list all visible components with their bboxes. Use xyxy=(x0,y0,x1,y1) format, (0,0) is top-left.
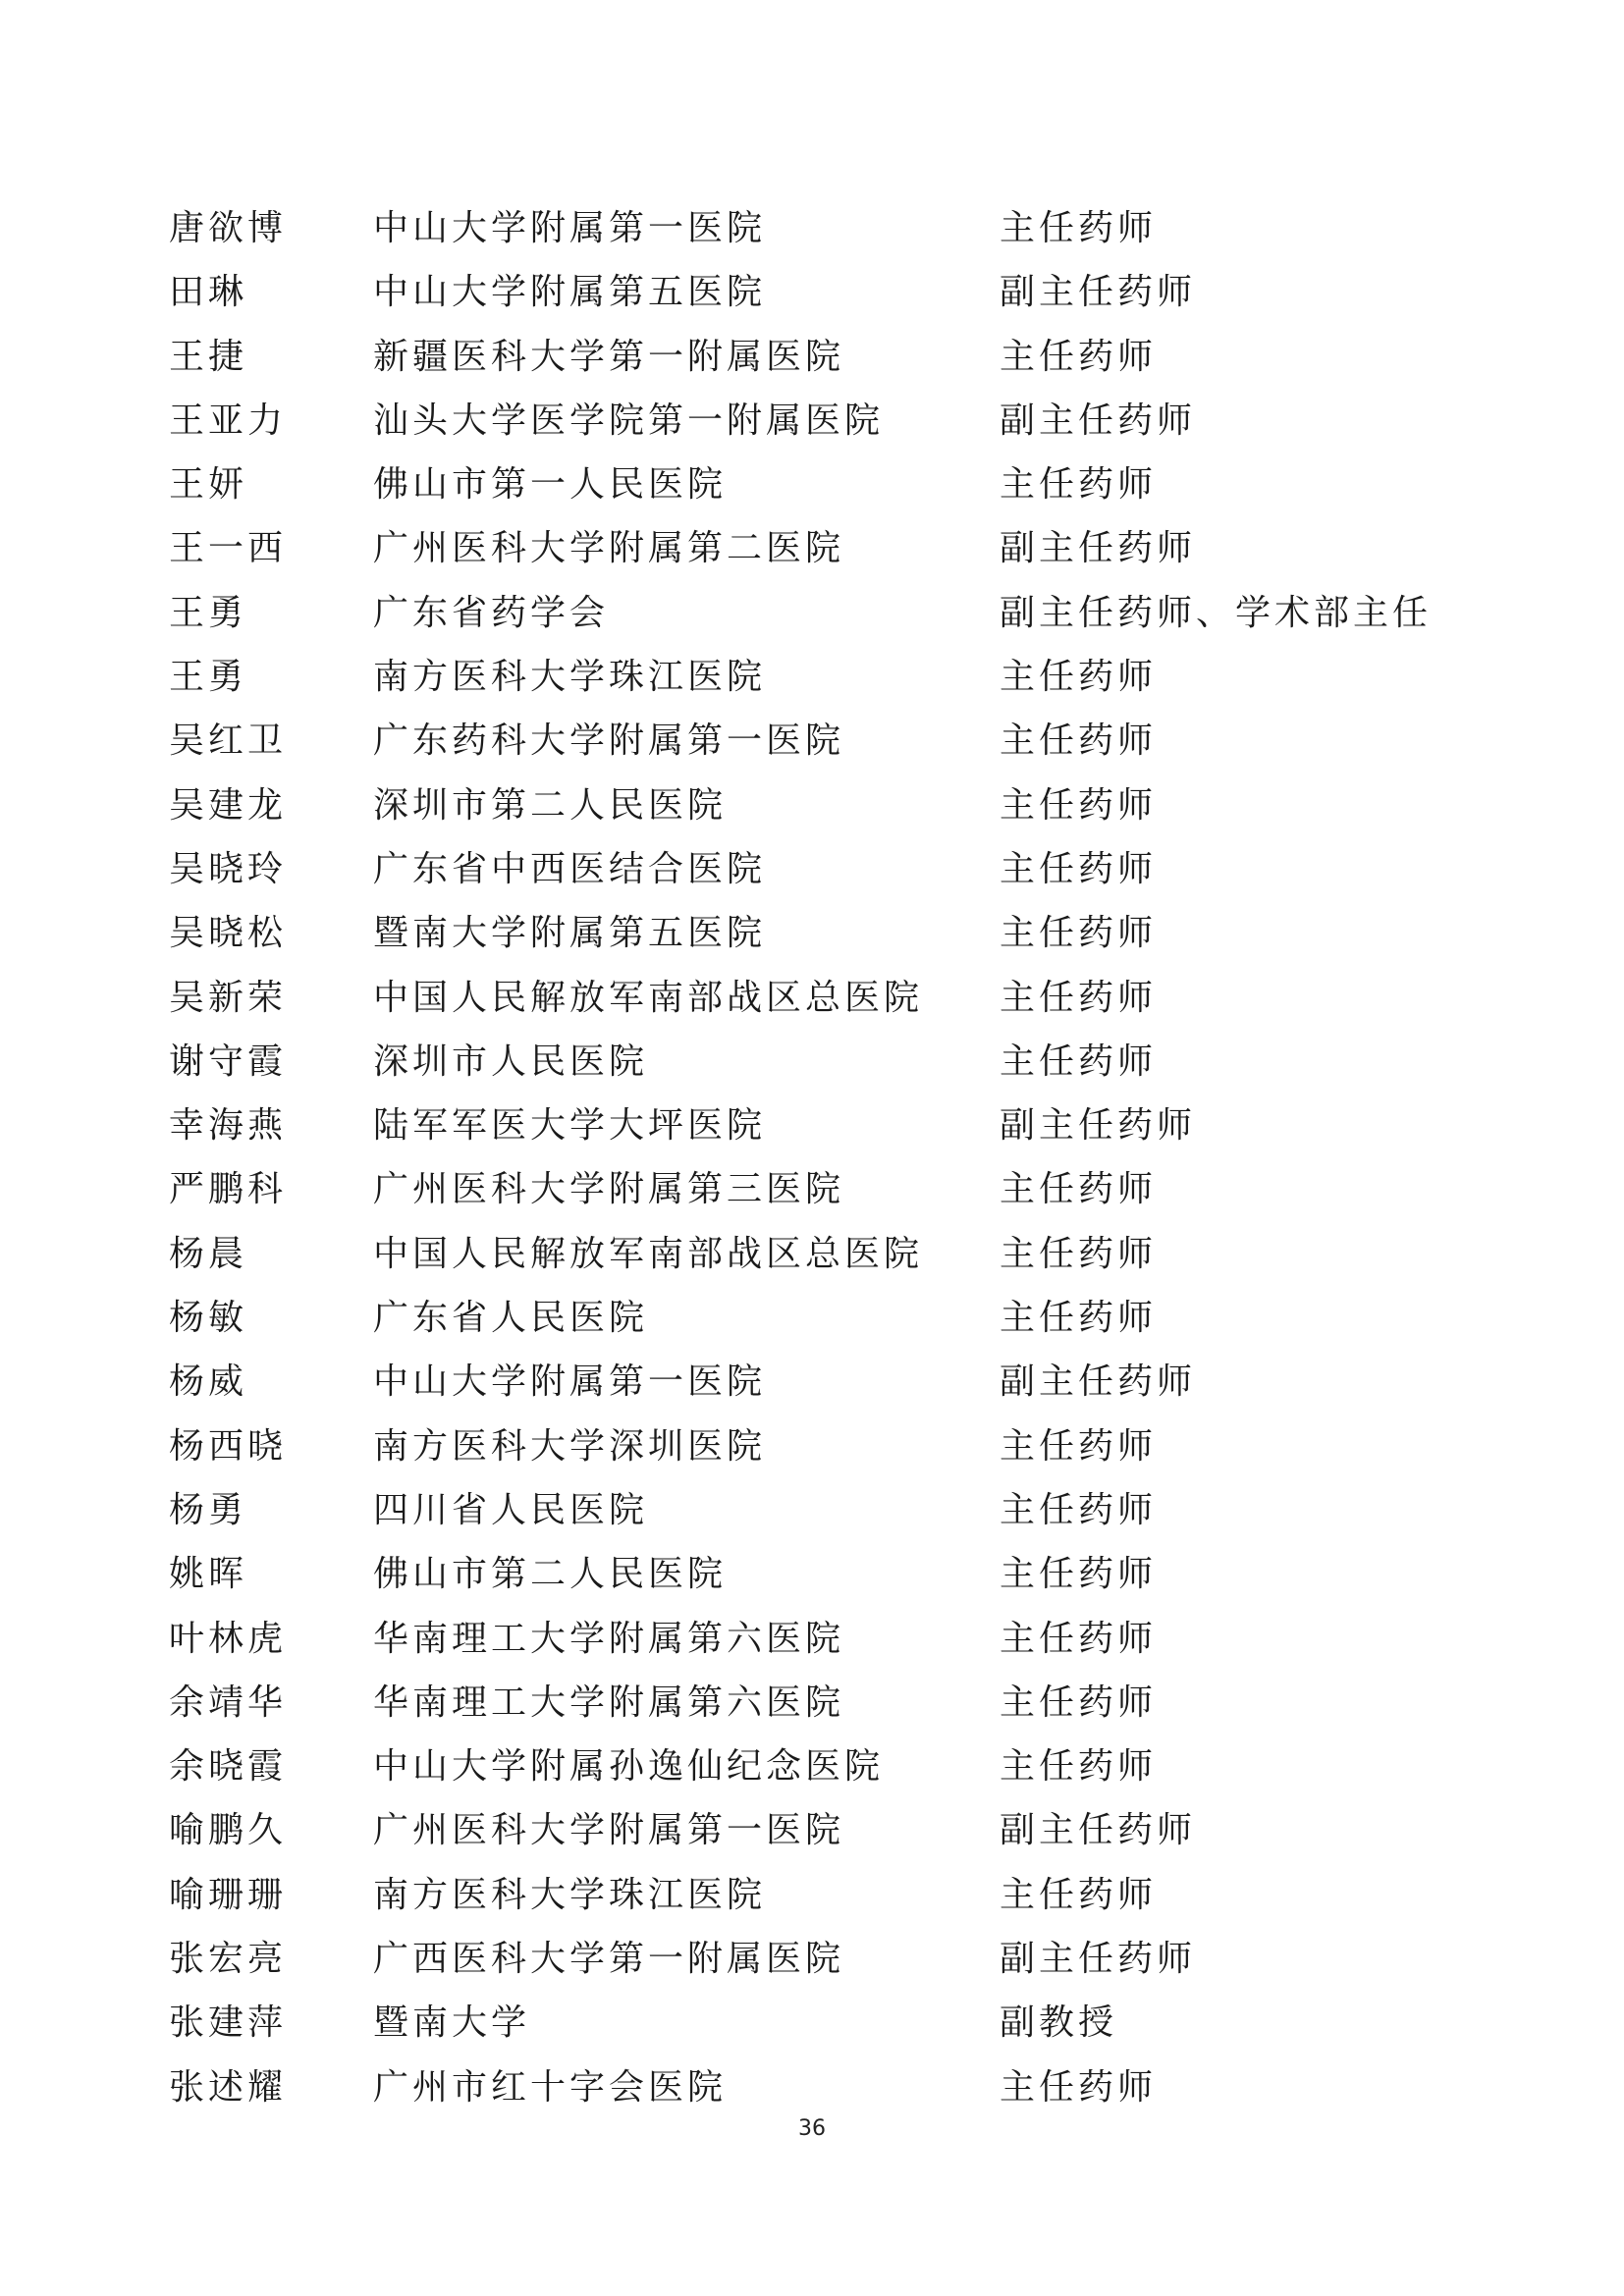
member-organization: 汕头大学医学院第一附属医院 xyxy=(373,400,885,441)
list-item xyxy=(169,1863,1465,1927)
list-item xyxy=(169,516,1465,580)
member-organization: 广东省药学会 xyxy=(373,592,610,633)
list-item xyxy=(169,1671,1465,1735)
member-organization: 华南理工大学附属第六医院 xyxy=(373,1618,845,1659)
member-name: 王勇 xyxy=(169,657,248,698)
member-title: 副主任药师 xyxy=(1000,1105,1197,1147)
list-item xyxy=(169,2056,1465,2119)
member-name: 杨晨 xyxy=(169,1233,248,1274)
list-item xyxy=(169,1030,1465,1094)
member-title: 主任药师 xyxy=(1000,1298,1158,1339)
list-item xyxy=(169,1415,1465,1478)
list-item xyxy=(169,1607,1465,1671)
list-item xyxy=(169,901,1465,965)
member-name: 余靖华 xyxy=(169,1682,288,1723)
member-title: 主任药师 xyxy=(1000,721,1158,762)
member-name: 幸海燕 xyxy=(169,1105,288,1147)
member-title: 主任药师 xyxy=(1000,208,1158,248)
member-organization: 华南理工大学附属第六医院 xyxy=(373,1682,845,1723)
member-name: 严鹏科 xyxy=(169,1169,288,1210)
member-title: 副主任药师 xyxy=(1000,400,1197,441)
member-organization: 佛山市第一人民医院 xyxy=(373,464,728,506)
member-title: 主任药师 xyxy=(1000,784,1158,826)
member-name: 吴新荣 xyxy=(169,977,288,1018)
member-organization: 深圳市人民医院 xyxy=(373,1041,649,1082)
list-item xyxy=(169,1350,1465,1414)
member-name: 吴晓玲 xyxy=(169,848,288,889)
member-title: 主任药师 xyxy=(1000,1233,1158,1274)
member-name: 喻鹏久 xyxy=(169,1810,288,1851)
member-organization: 中山大学附属第一医院 xyxy=(373,208,767,248)
member-title: 主任药师 xyxy=(1000,1425,1158,1467)
member-organization: 广西医科大学第一附属医院 xyxy=(373,1939,845,1980)
member-title: 主任药师 xyxy=(1000,1169,1158,1210)
member-organization: 中山大学附属第五医院 xyxy=(373,272,767,313)
member-title: 副主任药师、学术部主任 xyxy=(1000,592,1433,633)
member-organization: 广东省人民医院 xyxy=(373,1298,649,1339)
list-item xyxy=(169,1991,1465,2055)
member-title: 主任药师 xyxy=(1000,913,1158,954)
member-name: 唐欲博 xyxy=(169,208,288,248)
member-title: 主任药师 xyxy=(1000,1874,1158,1915)
member-title: 主任药师 xyxy=(1000,336,1158,377)
list-item xyxy=(169,453,1465,516)
list-item xyxy=(169,966,1465,1030)
member-name: 杨勇 xyxy=(169,1489,248,1530)
member-organization: 南方医科大学深圳医院 xyxy=(373,1425,767,1467)
member-organization: 暨南大学 xyxy=(373,2002,531,2044)
member-title: 主任药师 xyxy=(1000,1618,1158,1659)
member-title: 主任药师 xyxy=(1000,657,1158,698)
member-name: 张建萍 xyxy=(169,2002,288,2044)
member-name: 谢守霞 xyxy=(169,1041,288,1082)
list-item xyxy=(169,1927,1465,1991)
member-name: 张宏亮 xyxy=(169,1939,288,1980)
member-organization: 广州医科大学附属第二医院 xyxy=(373,528,845,569)
list-item xyxy=(169,1735,1465,1798)
member-organization: 深圳市第二人民医院 xyxy=(373,784,728,826)
list-item xyxy=(169,1798,1465,1862)
member-name: 王一西 xyxy=(169,528,288,569)
page-number: 36 xyxy=(798,2116,826,2141)
member-name: 杨敏 xyxy=(169,1298,248,1339)
member-name: 田琳 xyxy=(169,272,248,313)
member-title: 副主任药师 xyxy=(1000,1939,1197,1980)
member-organization: 新疆医科大学第一附属医院 xyxy=(373,336,845,377)
member-name: 叶林虎 xyxy=(169,1618,288,1659)
member-title: 主任药师 xyxy=(1000,1489,1158,1530)
list-item xyxy=(169,774,1465,837)
member-title: 主任药师 xyxy=(1000,1682,1158,1723)
list-item xyxy=(169,260,1465,324)
member-name: 张述耀 xyxy=(169,2066,288,2108)
member-name: 余晓霞 xyxy=(169,1746,288,1788)
member-name: 姚晖 xyxy=(169,1554,248,1595)
list-item xyxy=(169,1222,1465,1286)
list-item xyxy=(169,581,1465,645)
member-name: 吴红卫 xyxy=(169,721,288,762)
list-item xyxy=(169,1157,1465,1221)
member-organization: 广东省中西医结合医院 xyxy=(373,848,767,889)
member-name: 杨西晓 xyxy=(169,1425,288,1467)
list-item xyxy=(169,325,1465,389)
member-name: 吴晓松 xyxy=(169,913,288,954)
member-organization: 广州医科大学附属第三医院 xyxy=(373,1169,845,1210)
member-organization: 广州医科大学附属第一医院 xyxy=(373,1810,845,1851)
list-item xyxy=(169,196,1465,260)
member-organization: 中国人民解放军南部战区总医院 xyxy=(373,1233,924,1274)
list-item xyxy=(169,1478,1465,1542)
member-list xyxy=(169,196,1465,2119)
list-item xyxy=(169,389,1465,453)
member-organization: 佛山市第二人民医院 xyxy=(373,1554,728,1595)
member-organization: 南方医科大学珠江医院 xyxy=(373,657,767,698)
member-organization: 广东药科大学附属第一医院 xyxy=(373,721,845,762)
member-title: 副主任药师 xyxy=(1000,1362,1197,1403)
list-item xyxy=(169,709,1465,773)
list-item xyxy=(169,1542,1465,1606)
list-item xyxy=(169,837,1465,901)
member-title: 主任药师 xyxy=(1000,464,1158,506)
member-title: 主任药师 xyxy=(1000,1554,1158,1595)
list-item xyxy=(169,645,1465,709)
member-name: 王捷 xyxy=(169,336,248,377)
member-organization: 陆军军医大学大坪医院 xyxy=(373,1105,767,1147)
member-name: 王勇 xyxy=(169,592,248,633)
member-name: 喻珊珊 xyxy=(169,1874,288,1915)
member-title: 主任药师 xyxy=(1000,977,1158,1018)
member-title: 主任药师 xyxy=(1000,1746,1158,1788)
member-title: 副主任药师 xyxy=(1000,528,1197,569)
member-organization: 南方医科大学珠江医院 xyxy=(373,1874,767,1915)
member-title: 主任药师 xyxy=(1000,1041,1158,1082)
member-organization: 中山大学附属孙逸仙纪念医院 xyxy=(373,1746,885,1788)
member-organization: 四川省人民医院 xyxy=(373,1489,649,1530)
member-organization: 暨南大学附属第五医院 xyxy=(373,913,767,954)
list-item xyxy=(169,1286,1465,1350)
member-organization: 中山大学附属第一医院 xyxy=(373,1362,767,1403)
list-item xyxy=(169,1094,1465,1157)
member-title: 副主任药师 xyxy=(1000,272,1197,313)
member-name: 杨威 xyxy=(169,1362,248,1403)
member-title: 副教授 xyxy=(1000,2002,1118,2044)
member-organization: 广州市红十字会医院 xyxy=(373,2066,728,2108)
member-name: 王亚力 xyxy=(169,400,288,441)
member-title: 副主任药师 xyxy=(1000,1810,1197,1851)
member-title: 主任药师 xyxy=(1000,2066,1158,2108)
member-organization: 中国人民解放军南部战区总医院 xyxy=(373,977,924,1018)
member-name: 王妍 xyxy=(169,464,248,506)
member-name: 吴建龙 xyxy=(169,784,288,826)
member-title: 主任药师 xyxy=(1000,848,1158,889)
